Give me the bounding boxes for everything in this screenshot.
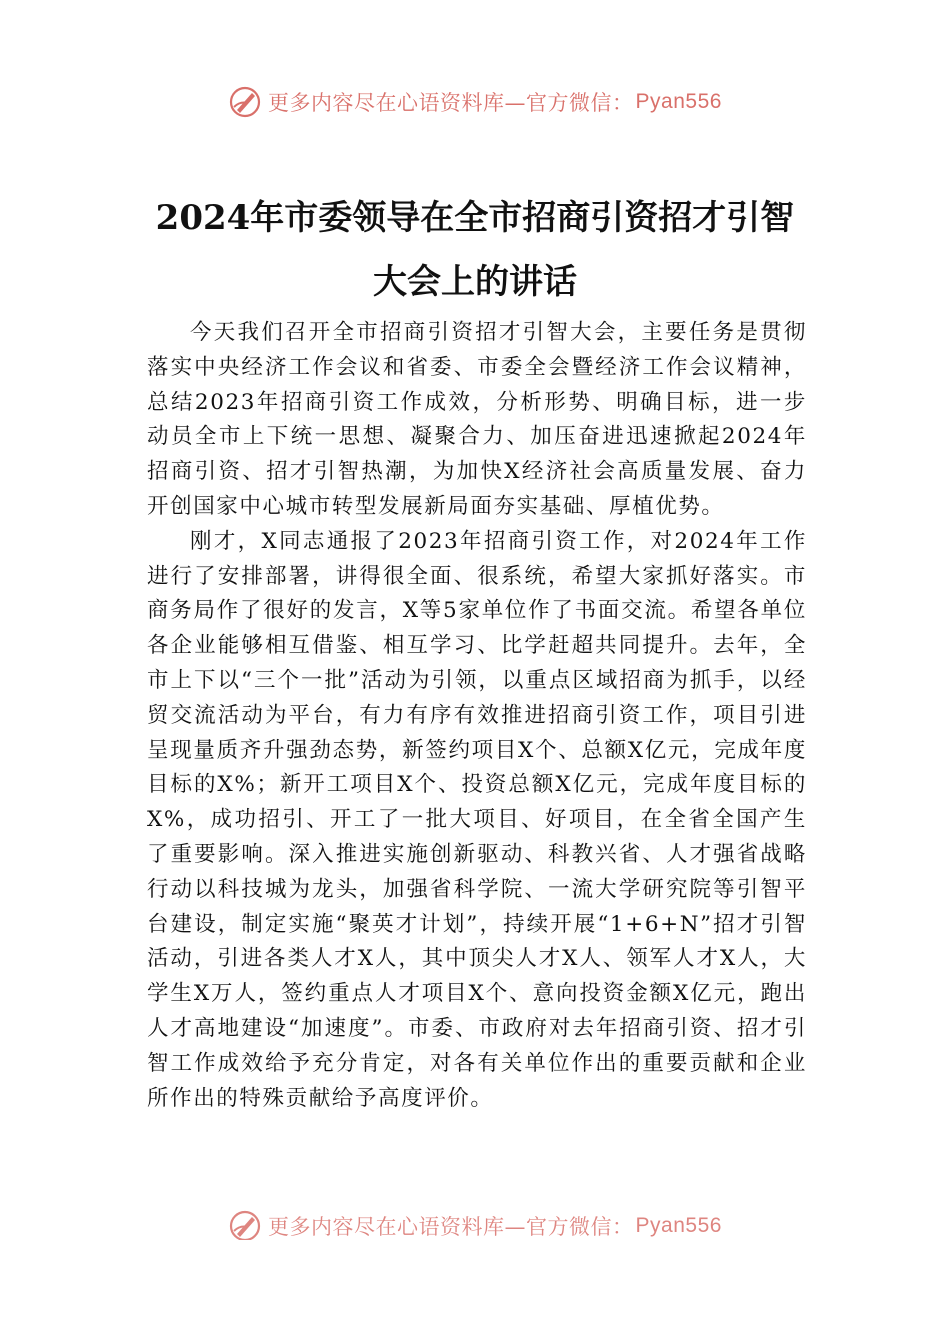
document-title	[100, 186, 850, 314]
footer-watermark	[0, 1204, 950, 1240]
watermark-wechat-id: Pyan556	[635, 90, 722, 113]
watermark-wechat-id-footer: Pyan556	[635, 1214, 722, 1237]
title-line-1: 2024年市委领导在全市招商引资招才引智	[155, 198, 795, 238]
watermark-text: 更多内容尽在心语资料库—官方微信：	[268, 91, 634, 115]
title-line-2: 大会上的讲话	[373, 262, 577, 302]
watermark-text-footer: 更多内容尽在心语资料库—官方微信：	[268, 1215, 634, 1239]
paragraph-2: 刚才，X同志通报了2023年招商引资工作，对2024年工作进行了安排部署，讲得很全面、很系统，希望大家抓好落实。市商务局作了很好的发言，X等5家单位作了书面交流。希望各单位各企业能够相互借鉴、相互学习、比学赶超共同提升。去年，全市上下以“三个一批”活动为引领，以重点区域招商为抓手，以经贸交流活动为平台，有力有序有效推进招商引资工作，项目引进呈现量质齐升强劲态势，新签约项目X个、总额X亿元，完成年度目标的X%；新开工项目X个、投资总额X亿元，完成年度目标的X%，成功招引、开工了一批大项目、好项目，在全省全国产生了重要影响。深入推进实施创新驱动、科教兴省、人才强省战略行动以科技城为龙头，加强省科学院、一流大学研究院等引智平台建设，制定实施“聚英才计划”，持续开展“1+6+N”招才引智活动，引进各类人才X人，其中顶尖人才X人、领军人才X人，大学生X万人，签约重点人才项目X个、意向投资金额X亿元，跑出人才高地建设“加速度”。市委、市政府对去年招商引资、招才引智工作成效给予充分肯定，对各有关单位作出的重要贡献和企业所作出的特殊贡献给予高度评价。	[147, 528, 807, 1111]
document-body	[147, 316, 807, 1116]
pen-logo-icon	[228, 1209, 262, 1240]
header-watermark	[0, 82, 950, 122]
pen-logo-icon	[228, 85, 262, 119]
paragraph-1: 今天我们召开全市招商引资招才引智大会，主要任务是贯彻落实中央经济工作会议和省委、市委全会暨经济工作会议精神，总结2023年招商引资工作成效，分析形势、明确目标，进一步动员全市上下统一思想、凝聚合力、加压奋进迅速掀起2024年招商引资、招才引智热潮，为加快X经济社会高质量发展、奋力开创国家中心城市转型发展新局面夯实基础、厚植优势。	[147, 320, 807, 519]
